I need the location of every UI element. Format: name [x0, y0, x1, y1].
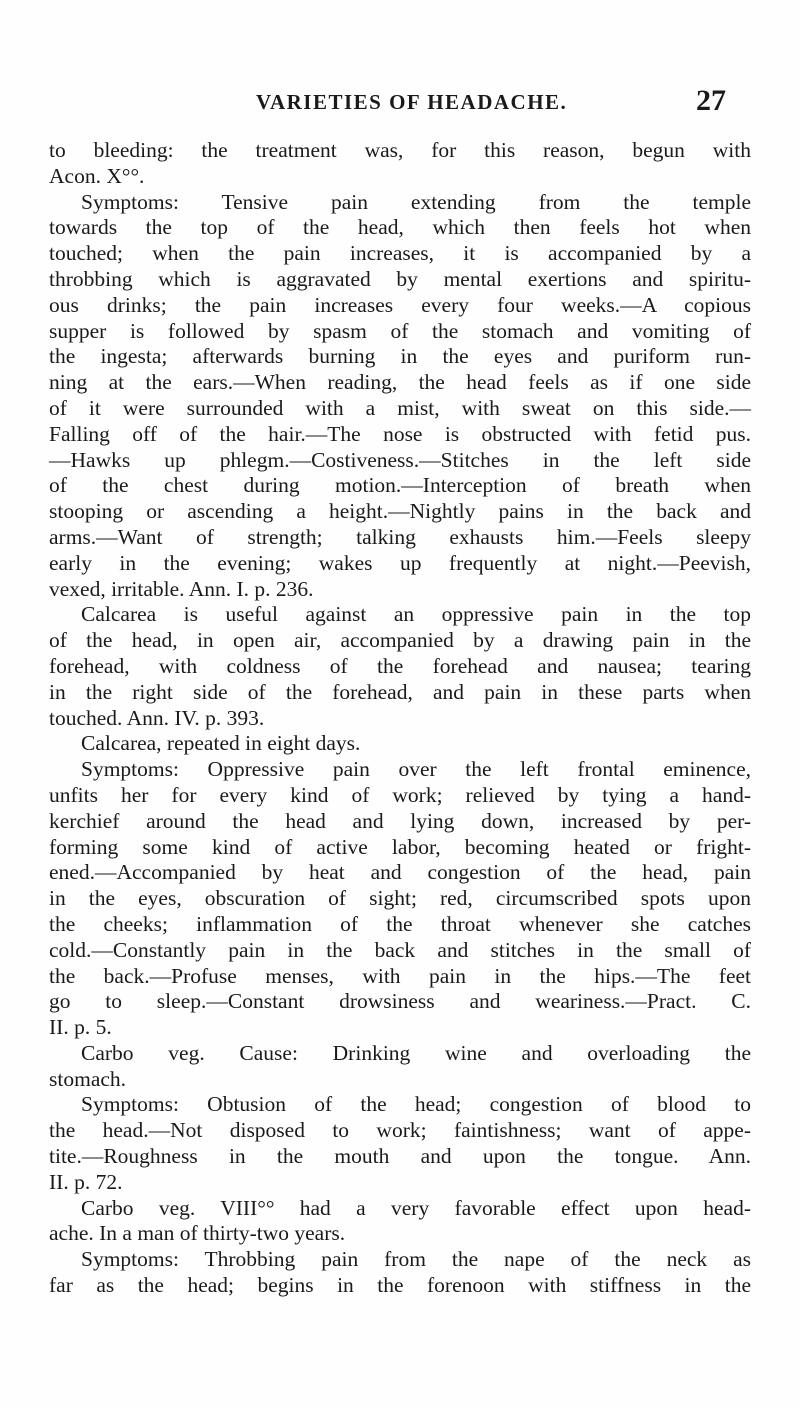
text-line: of it were surrounded with a mist, with sweat on this side.—	[49, 395, 751, 420]
text-line: in the right side of the forehead, and pain in these parts when	[49, 679, 751, 704]
text-line: Symptoms: Oppressive pain over the left frontal eminence,	[81, 757, 751, 782]
text-line: arms.—Want of strength; talking exhausts him.—Feels sleepy	[49, 524, 751, 549]
text-line: the back.—Profuse menses, with pain in the hips.—The feet	[49, 963, 751, 988]
text-line: to bleeding: the treatment was, for this reason, begun with	[49, 138, 751, 162]
text-line: II. p. 72.	[49, 1169, 123, 1194]
text-line: unfits her for every kind of work; relieved by tying a hand-	[49, 782, 751, 807]
text-line: forehead, with coldness of the forehead and nausea; tearing	[49, 653, 751, 678]
text-line: Falling off of the hair.—The nose is obstructed with fetid pus.	[49, 421, 751, 446]
text-line: ened.—Accompanied by heat and congestion of the head, pain	[49, 860, 751, 885]
text-line: of the chest during motion.—Interception of breath when	[49, 473, 751, 498]
text-line: Carbo veg. Cause: Drinking wine and overloading the	[81, 1040, 751, 1065]
text-line: touched; when the pain increases, it is accompanied by a	[49, 241, 751, 266]
text-line: ache. In a man of thirty-two years.	[49, 1221, 346, 1246]
text-line: Calcarea, repeated in eight days.	[81, 731, 361, 756]
text-line: stooping or ascending a height.—Nightly pains in the back and	[49, 499, 751, 524]
text-line: —Hawks up phlegm.—Costiveness.—Stitches in the left side	[49, 447, 751, 472]
text-line: the cheeks; inflammation of the throat whenever she catches	[49, 911, 751, 936]
text-line: forming some kind of active labor, becoming heated or fright-	[49, 834, 751, 859]
text-line: the head.—Not disposed to work; faintishness; want of appe-	[49, 1118, 751, 1143]
text-line: Acon. X°°.	[49, 163, 145, 188]
text-line: towards the top of the head, which then feels hot when	[49, 215, 751, 240]
text-line: Symptoms: Throbbing pain from the nape of the neck as	[81, 1247, 751, 1272]
text-line: in the eyes, obscuration of sight; red, circumscribed spots upon	[49, 886, 751, 911]
text-line: stomach.	[49, 1066, 127, 1091]
text-line: Calcarea is useful against an oppressive pain in the top	[81, 602, 751, 627]
text-line: go to sleep.—Constant drowsiness and weariness.—Pract. C.	[49, 989, 751, 1014]
text-line: Symptoms: Obtusion of the head; congestion of blood to	[81, 1092, 751, 1117]
text-line: II. p. 5.	[49, 1015, 112, 1040]
text-line: far as the head; begins in the forenoon with stiffness in the	[49, 1273, 751, 1298]
text-line: Symptoms: Tensive pain extending from the temple	[81, 189, 751, 214]
text-line: throbbing which is aggravated by mental exertions and spiritu-	[49, 266, 751, 291]
text-line: kerchief around the head and lying down, increased by per-	[49, 808, 751, 833]
page-number: 27	[696, 84, 726, 117]
text-line: the ingesta; afterwards burning in the eyes and puriform run-	[49, 344, 751, 369]
text-line: Carbo veg. VIII°° had a very favorable effect upon head-	[81, 1195, 751, 1220]
text-line: of the head, in open air, accompanied by a drawing pain in the	[49, 628, 751, 653]
body-text	[49, 138, 751, 1299]
text-line: early in the evening; wakes up frequently at night.—Peevish,	[49, 550, 751, 575]
text-line: vexed, irritable. Ann. I. p. 236.	[49, 576, 314, 601]
text-line: ous drinks; the pain increases every four weeks.—A copious	[49, 292, 751, 317]
text-line: ning at the ears.—When reading, the head feels as if one side	[49, 370, 751, 395]
text-line: tite.—Roughness in the mouth and upon the tongue. Ann.	[49, 1144, 751, 1169]
text-line: supper is followed by spasm of the stomach and vomiting of	[49, 318, 751, 343]
text-line: touched. Ann. IV. p. 393.	[49, 705, 265, 730]
text-line: cold.—Constantly pain in the back and stitches in the small of	[49, 937, 751, 962]
running-title: VARIETIES OF HEADACHE.	[256, 90, 568, 114]
running-head	[0, 84, 800, 117]
